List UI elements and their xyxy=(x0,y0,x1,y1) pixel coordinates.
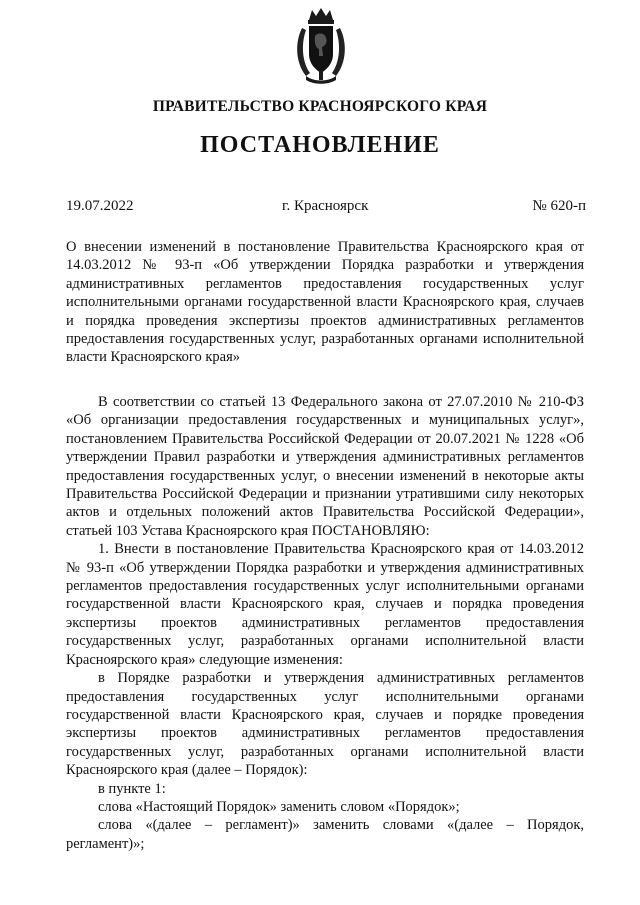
document-date: 19.07.2022 xyxy=(66,198,134,214)
document-number: № 620-п xyxy=(532,198,586,214)
order-paragraph: в Порядке разработки и утверждения административных регламентов предоставления государственных услуг исполнительными органами государственной власти Красноярского края, случаев и порядке проведения экспертизы проектов административных регламентов предоставления государственных услуг, разработанных органами исполнительной власти Красноярского края (далее – Порядок): xyxy=(66,670,584,779)
government-title: ПРАВИТЕЛЬСТВО КРАСНОЯРСКОГО КРАЯ xyxy=(152,98,488,115)
document-city: г. Красноярск xyxy=(282,198,369,214)
replacement-1-paragraph: слова «Настоящий Порядок» заменить словом «Порядок»; xyxy=(98,798,460,815)
coat-of-arms-icon xyxy=(292,6,350,86)
point-1-paragraph: в пункте 1: xyxy=(98,780,166,797)
replacement-2-paragraph: слова «(далее – регламент)» заменить словами «(далее – Порядок, регламент)»; xyxy=(66,817,584,852)
item-1-paragraph: 1. Внести в постановление Правительства Красноярского края от 14.03.2012 № 93-п «Об утверждении Порядка разработки и утверждения административных регламентов предоставления государственных услуг исполнительными органами государственной власти Красноярского края, случаев и порядка проведения экспертизы проектов административных регламентов предоставления государственных услуг, разработанных органами исполнительной власти Красноярского края» следующие изменения: xyxy=(66,541,584,668)
document-body xyxy=(66,393,584,853)
preamble-paragraph: В соответствии со статьей 13 Федерального закона от 27.07.2010 № 210-ФЗ «Об организации предоставления государственных и муниципальных услуг», постановлением Правительства Российской Федерации от 20.07.2021 № 1228 «Об утверждении Правил разработки и утверждения административных регламентов предоставления государственных услуг, о внесении изменений в некоторые акты Правительства Российской Федерации и признании утратившими силу некоторых актов и отдельных положений актов Правительства Российской Федерации», статьей 103 Устава Красноярского края ПОСТАНОВЛЯЮ: xyxy=(66,394,584,539)
document-subject: О внесении изменений в постановление Правительства Красноярского края от 14.03.2012 № 93-п «Об утверждении Порядка разработки и утверждения административных регламентов предоставления государственных услуг исполнительными органами государственной власти Красноярского края, случаев и порядка проведения экспертизы проектов административных регламентов предоставления государственных услуг, разработанных органами исполнительной власти Красноярского края» xyxy=(66,239,584,366)
document-type-title: ПОСТАНОВЛЕНИЕ xyxy=(200,132,440,158)
